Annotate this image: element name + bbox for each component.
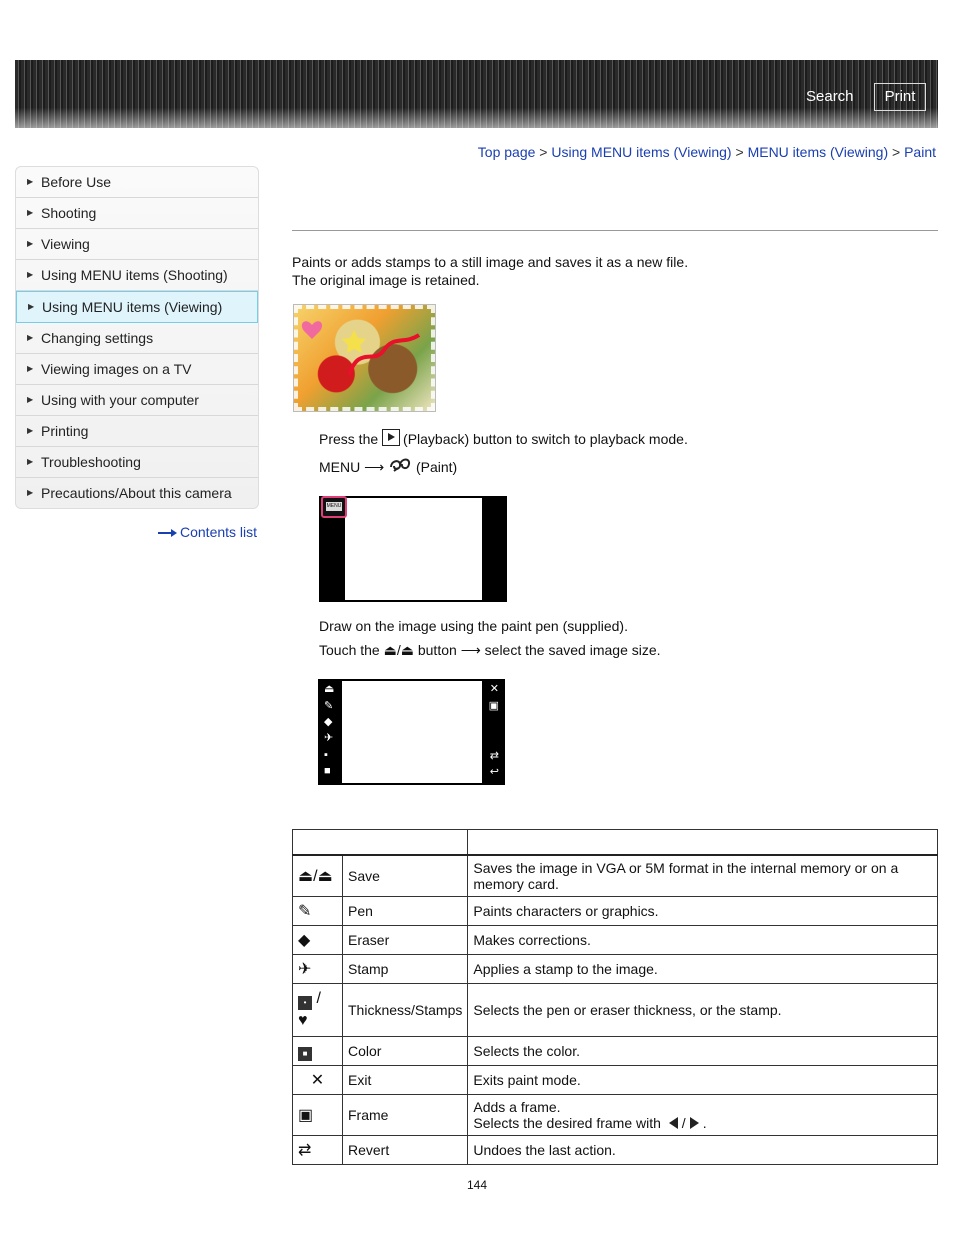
arrow-right-icon: ⟶ <box>460 642 481 658</box>
item-name: Frame <box>343 1095 468 1136</box>
pen-icon: ✎ <box>293 897 343 926</box>
color-box-icon: ■ <box>298 1047 312 1061</box>
lcd-screen-menu <box>319 496 507 602</box>
color-icon <box>293 1037 343 1066</box>
pen-icon[interactable]: ✎ <box>324 700 334 712</box>
sidebar-item-troubleshooting[interactable] <box>16 447 258 478</box>
print-button[interactable]: Print <box>874 83 926 111</box>
arrow-right-icon: ▶ <box>27 426 34 435</box>
eraser-icon: ◆ <box>293 926 343 955</box>
thickness-icon[interactable]: ▪ <box>324 749 328 761</box>
arrow-right-icon: ▶ <box>27 364 34 373</box>
sidebar-item-viewing-tv[interactable] <box>16 354 258 385</box>
sidebar-item-label: Using MENU items (Viewing) <box>42 299 223 315</box>
sidebar-nav <box>15 166 259 509</box>
step-text: Touch the <box>319 642 380 658</box>
sidebar-item-precautions[interactable] <box>16 478 258 508</box>
table-row <box>293 1037 938 1066</box>
contents-list-link[interactable] <box>158 524 257 540</box>
desc-text: Selects the desired frame with <box>473 1115 661 1131</box>
item-name: Color <box>343 1037 468 1066</box>
color-icon[interactable]: ■ <box>324 765 331 777</box>
arrow-right-icon: ▶ <box>27 208 34 217</box>
sidebar-item-label: Printing <box>41 423 89 439</box>
step-1 <box>319 429 688 447</box>
breadcrumb-separator: > <box>892 144 901 160</box>
sidebar-item-label: Troubleshooting <box>41 454 141 470</box>
table-row <box>293 984 938 1037</box>
item-desc-line: Adds a frame. <box>473 1099 561 1115</box>
sidebar-item-printing[interactable] <box>16 416 258 447</box>
step-text: (Playback) button to switch to playback mode. <box>403 431 688 447</box>
arrow-right-icon: ⟶ <box>364 459 385 475</box>
table-row <box>293 1136 938 1165</box>
breadcrumb <box>478 144 936 160</box>
item-name: Stamp <box>343 955 468 984</box>
item-name: Pen <box>343 897 468 926</box>
breadcrumb-top-page[interactable]: Top page <box>477 144 536 160</box>
item-desc: Applies a stamp to the image. <box>468 955 938 984</box>
frame-icon: ▣ <box>293 1095 343 1136</box>
table-header-cell <box>468 830 938 856</box>
paint-icon <box>388 455 412 475</box>
breadcrumb-separator: > <box>735 144 744 160</box>
item-desc: Undoes the last action. <box>468 1136 938 1165</box>
left-triangle-icon <box>669 1117 678 1129</box>
page-header <box>15 60 938 128</box>
table-row <box>293 926 938 955</box>
item-name: Revert <box>343 1136 468 1165</box>
thickness-icon: • / ♥ <box>293 984 343 1037</box>
thickness-box-icon: • <box>298 996 312 1010</box>
stamp-icon: ✈ <box>293 955 343 984</box>
item-desc: Selects the pen or eraser thickness, or the stamp. <box>468 984 938 1037</box>
search-link[interactable]: Search <box>806 88 854 105</box>
step-4 <box>319 642 661 659</box>
item-desc: Saves the image in VGA or 5M format in the internal memory or on a memory card. <box>468 855 938 897</box>
breadcrumb-paint[interactable]: Paint <box>904 144 936 160</box>
save-icon[interactable]: ⏏ <box>324 683 335 695</box>
sidebar-item-menu-shooting[interactable] <box>16 260 258 291</box>
table-header-cell <box>293 830 468 856</box>
step-text: Press the <box>319 431 379 447</box>
item-name: Thickness/Stamps <box>343 984 468 1037</box>
arrow-right-icon: ▶ <box>27 177 34 186</box>
table-row <box>293 897 938 926</box>
sidebar-item-label: Using MENU items (Shooting) <box>41 267 228 283</box>
paint-items-table <box>292 829 938 1165</box>
exit-icon[interactable]: ✕ <box>489 683 499 695</box>
item-desc: Paints characters or graphics. <box>468 897 938 926</box>
breadcrumb-separator: > <box>539 144 548 160</box>
sample-painted-photo <box>293 304 436 412</box>
contents-list-label: Contents list <box>180 524 258 540</box>
heart-icon: ♥ <box>298 1012 308 1029</box>
step-text: (Paint) <box>415 459 458 475</box>
step-text: / <box>396 642 401 658</box>
sidebar-item-label: Using with your computer <box>41 392 199 408</box>
intro-line: Paints or adds stamps to a still image and saves it as a new file. <box>292 254 689 270</box>
desc-text: . <box>702 1115 707 1131</box>
desc-text: / <box>681 1115 686 1131</box>
intro-text <box>292 253 688 289</box>
sidebar-item-label: Changing settings <box>41 330 154 346</box>
item-name: Exit <box>343 1066 468 1095</box>
lcd-screen-paint <box>318 679 505 785</box>
lcd-image-area <box>345 498 482 600</box>
step-text: select the saved image size. <box>484 642 661 658</box>
step-text: MENU <box>319 459 361 475</box>
exit-icon: ✕ <box>293 1066 343 1095</box>
step-2 <box>319 455 457 476</box>
item-name: Eraser <box>343 926 468 955</box>
arrow-right-icon: ▶ <box>27 457 34 466</box>
table-header-row <box>293 830 938 856</box>
stamp-icon[interactable]: ✈ <box>324 732 334 744</box>
sidebar-item-label: Before Use <box>41 174 112 190</box>
sidebar-item-computer[interactable] <box>16 385 258 416</box>
sidebar-item-label: Viewing <box>41 236 90 252</box>
arrow-right-icon: ▶ <box>27 395 34 404</box>
step-text: Draw on the image using the paint pen (supplied). <box>319 618 628 634</box>
sidebar-item-menu-viewing[interactable] <box>16 291 258 323</box>
return-icon[interactable]: ↩ <box>489 766 499 778</box>
item-desc <box>468 1095 938 1136</box>
item-desc: Makes corrections. <box>468 926 938 955</box>
sidebar-item-shooting[interactable] <box>16 198 258 229</box>
right-triangle-icon <box>690 1117 699 1129</box>
playback-icon <box>382 429 400 446</box>
sidebar-item-before-use[interactable] <box>16 167 258 198</box>
step-text: button <box>417 642 457 658</box>
table-row <box>293 855 938 897</box>
frame-icon[interactable]: ▣ <box>488 700 499 712</box>
table-row <box>293 955 938 984</box>
menu-button[interactable] <box>321 496 347 518</box>
page-number: 144 <box>467 1178 488 1192</box>
arrow-right-icon <box>158 529 178 537</box>
arrow-right-icon: ▶ <box>27 488 34 497</box>
item-desc: Selects the color. <box>468 1037 938 1066</box>
paint-scribble <box>294 305 435 411</box>
breadcrumb-using-menu-viewing[interactable]: Using MENU items (Viewing) <box>551 144 732 160</box>
arrow-right-icon: ▶ <box>27 270 34 279</box>
sidebar-item-label: Shooting <box>41 205 97 221</box>
item-name: Save <box>343 855 468 897</box>
save-5m-icon: ⏏ <box>400 642 414 658</box>
step-3 <box>319 618 628 634</box>
save-vga-icon: ⏏ <box>383 642 397 658</box>
sidebar-item-viewing[interactable] <box>16 229 258 260</box>
revert-icon[interactable]: ⇄ <box>489 750 499 762</box>
sidebar-item-label: Viewing images on a TV <box>41 361 192 377</box>
item-desc: Exits paint mode. <box>468 1066 938 1095</box>
title-divider <box>292 230 938 231</box>
table-row <box>293 1066 938 1095</box>
intro-line: The original image is retained. <box>292 272 480 288</box>
menu-button-label: MENU <box>326 503 342 509</box>
eraser-icon[interactable]: ◆ <box>324 716 333 728</box>
sidebar-item-changing-settings[interactable] <box>16 323 258 354</box>
arrow-right-icon: ▶ <box>28 302 35 311</box>
breadcrumb-menu-items-viewing[interactable]: MENU items (Viewing) <box>747 144 889 160</box>
revert-icon: ⇄ <box>293 1136 343 1165</box>
lcd-canvas-area <box>342 681 482 783</box>
arrow-right-icon: ▶ <box>27 333 34 342</box>
table-row <box>293 1095 938 1136</box>
sidebar-item-label: Precautions/About this camera <box>41 485 232 501</box>
item-desc-line <box>473 1115 932 1131</box>
arrow-right-icon: ▶ <box>27 239 34 248</box>
save-icon: ⏏/⏏ <box>293 855 343 897</box>
